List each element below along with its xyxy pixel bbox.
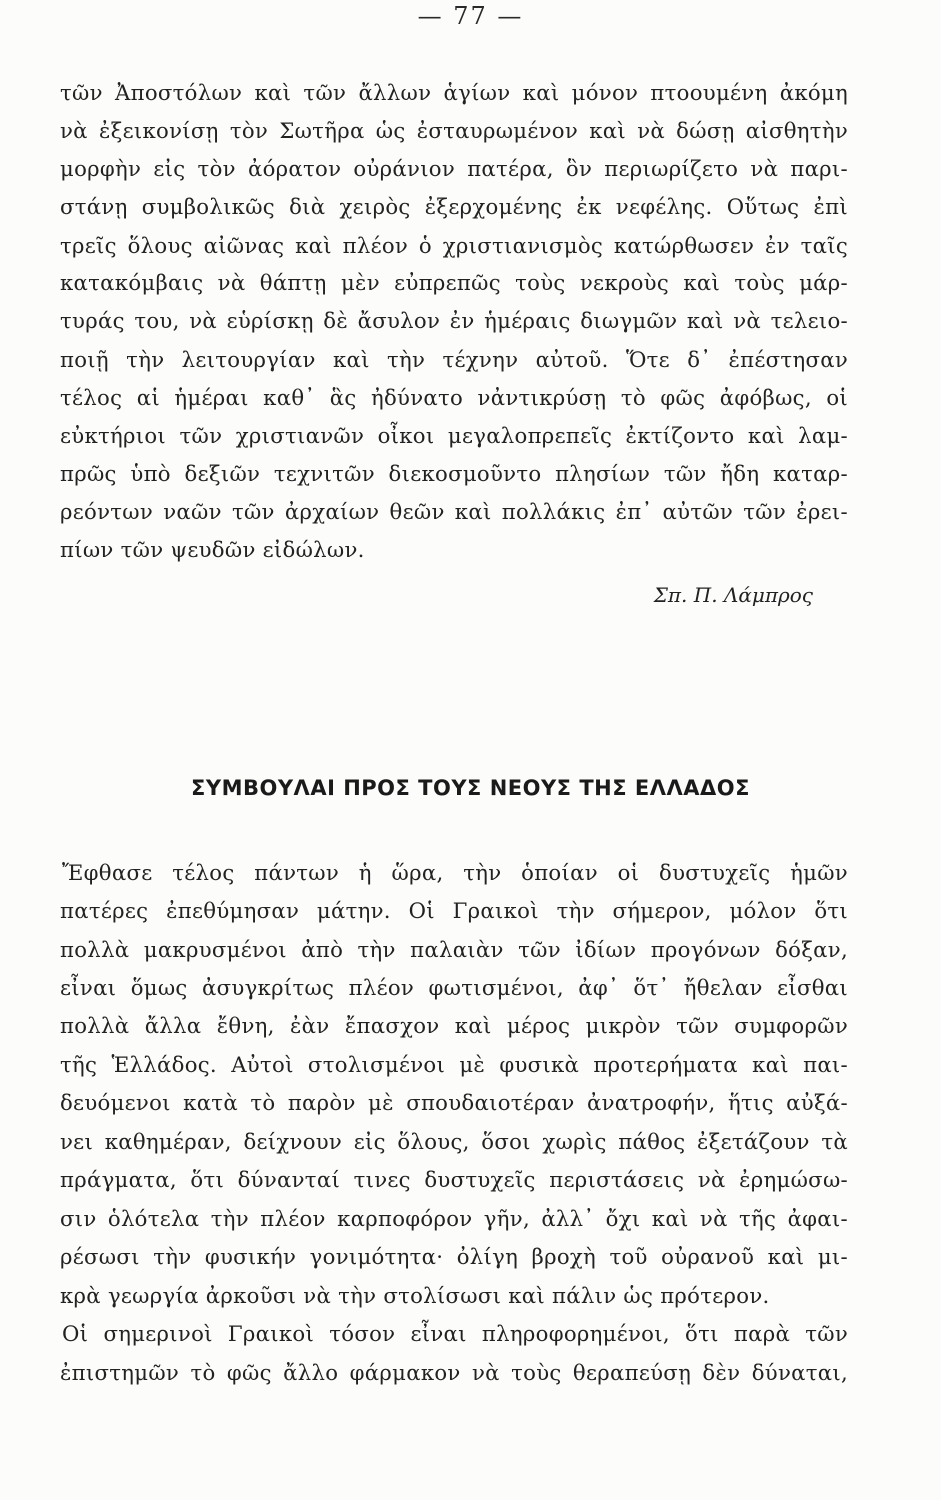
text-line: εὐκτήριοι τῶν χριστιανῶν οἶκοι μεγαλοπρεπεῖς ἐκτίζοντο καὶ λαμ- — [60, 423, 848, 448]
text-line: στάνῃ συμβολικῶς διὰ χειρὸς ἐξερχομένης ἐκ νεφέλης. Οὕτως ἐπὶ — [60, 194, 848, 219]
text-line: πατέρες ἐπεθύμησαν μάτην. Οἱ Γραικοὶ τὴν σήμερον, μόλον ὅτι — [60, 898, 848, 923]
text-line: ποιῇ τὴν λειτουργίαν καὶ τὴν τέχνην αὐτοῦ. Ὅτε δ᾽ ἐπέστησαν — [60, 347, 848, 372]
text-line: Οἱ σημερινοὶ Γραικοὶ τόσον εἶναι πληροφορημένοι, ὅτι παρὰ τῶν — [62, 1321, 848, 1346]
text-line: σιν ὁλότελα τὴν πλέον καρποφόρον γῆν, ἀλλ᾽ ὄχι καὶ νὰ τῆς ἀφαι- — [60, 1206, 848, 1231]
text-line: τῆς Ἑλλάδος. Αὐτοὶ στολισμένοι μὲ φυσικὰ προτερήματα καὶ παι- — [60, 1052, 848, 1077]
text-line: τρεῖς ὅλους αἰῶνας καὶ πλέον ὁ χριστιανισμὸς κατώρθωσεν ἐν ταῖς — [60, 233, 848, 258]
text-line: Ἔφθασε τέλος πάντων ἡ ὥρα, τὴν ὁποίαν οἱ δυστυχεῖς ἡμῶν — [62, 860, 848, 885]
text-line: μορφὴν εἰς τὸν ἀόρατον οὐράνιον πατέρα, ὃν περιωρίζετο νὰ παρι- — [60, 156, 848, 181]
text-line: τυράς του, νὰ εὑρίσκῃ δὲ ἄσυλον ἐν ἡμέραις διωγμῶν καὶ νὰ τελειο- — [60, 308, 848, 333]
text-line: εἶναι ὅμως ἀσυγκρίτως πλέον φωτισμένοι, ἀφ᾽ ὅτ᾽ ἤθελαν εἶσθαι — [60, 975, 848, 1000]
text-line: τῶν Ἀποστόλων καὶ τῶν ἄλλων ἁγίων καὶ μόνον πτοουμένη ἀκόμη — [60, 80, 848, 105]
text-line: κρὰ γεωργία ἀρκοῦσι νὰ τὴν στολίσωσι καὶ πάλιν ὡς πρότερον. — [60, 1283, 770, 1308]
section-heading: ΣΥΜΒΟΥΛΑΙ ΠΡΟΣ ΤΟΥΣ ΝΕΟΥΣ ΤΗΣ ΕΛΛΑΔΟΣ — [191, 776, 750, 800]
text-line: πράγματα, ὅτι δύνανταί τινες δυστυχεῖς περιστάσεις νὰ ἐρημώσω- — [60, 1167, 848, 1192]
text-line: νει καθημέραν, δείχνουν εἰς ὅλους, ὅσοι χωρὶς πάθος ἐξετάζουν τὰ — [60, 1129, 848, 1154]
page-number: — 77 — — [417, 2, 524, 30]
text-line: ρεόντων ναῶν τῶν ἀρχαίων θεῶν καὶ πολλάκις ἐπ᾽ αὐτῶν τῶν ἐρει- — [60, 499, 848, 524]
text-line: κατακόμβαις νὰ θάπτῃ μὲν εὐπρεπῶς τοὺς νεκροὺς καὶ τοὺς μάρ- — [60, 270, 848, 295]
text-line: πρῶς ὑπὸ δεξιῶν τεχνιτῶν διεκοσμοῦντο πλησίων τῶν ἤδη καταρ- — [60, 461, 848, 486]
text-line: πίων τῶν ψευδῶν εἰδώλων. — [60, 537, 365, 562]
text-line: ἐπιστημῶν τὸ φῶς ἄλλο φάρμακον νὰ τοὺς θεραπεύσῃ δὲν δύναται, — [60, 1360, 848, 1385]
text-line: ρέσωσι τὴν φυσικήν γονιμότητα· ὀλίγη βροχὴ τοῦ οὐρανοῦ καὶ μι- — [60, 1244, 848, 1269]
text-line: πολλὰ μακρυσμένοι ἀπὸ τὴν παλαιὰν τῶν ἰδίων προγόνων δόξαν, — [60, 937, 848, 962]
author-signature: Σπ. Π. Λάμπρος — [653, 583, 813, 607]
text-line: νὰ ἐξεικονίσῃ τὸν Σωτῆρα ὡς ἐσταυρωμένον καὶ νὰ δώσῃ αἰσθητὴν — [60, 118, 848, 143]
text-line: πολλὰ ἄλλα ἔθνη, ἐὰν ἔπασχον καὶ μέρος μικρὸν τῶν συμφορῶν — [60, 1013, 848, 1038]
text-line: δευόμενοι κατὰ τὸ παρὸν μὲ σπουδαιοτέραν ἀνατροφήν, ἥτις αὐξά- — [60, 1090, 848, 1115]
text-line: τέλος αἱ ἡμέραι καθ᾽ ἃς ἠδύνατο νἀντικρύσῃ τὸ φῶς ἀφόβως, οἱ — [60, 385, 848, 410]
